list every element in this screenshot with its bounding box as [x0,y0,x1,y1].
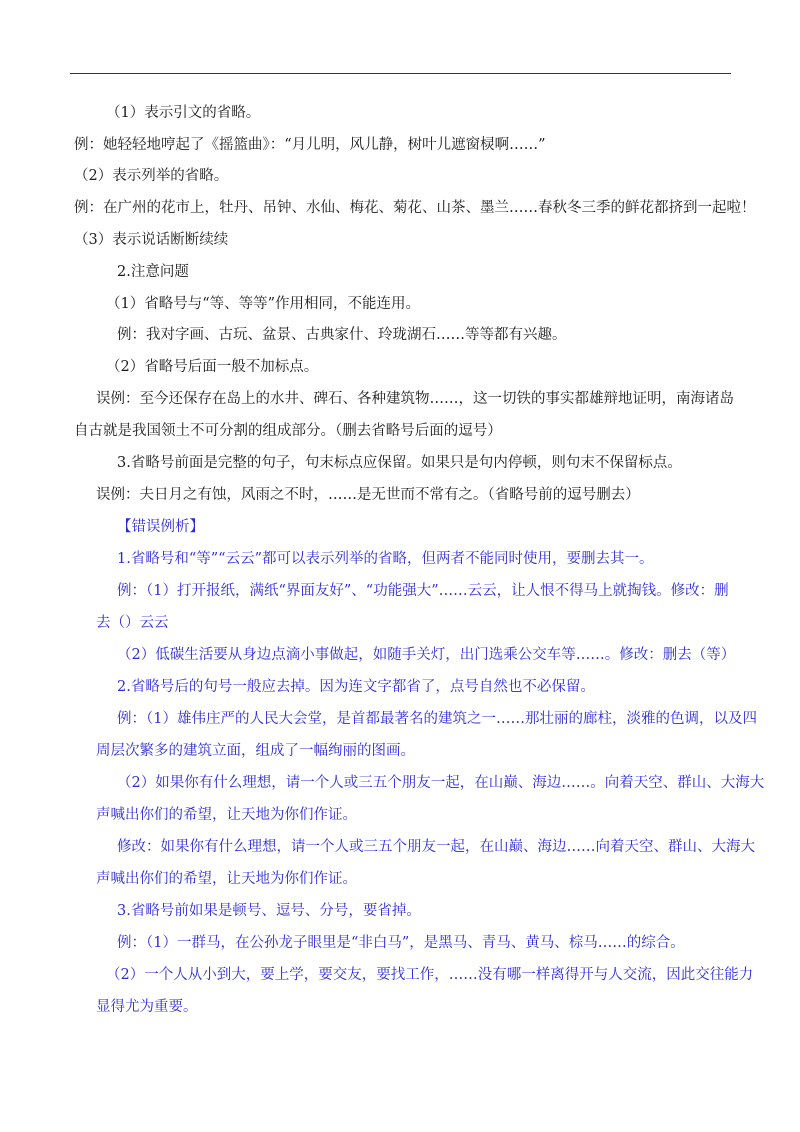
text-line: 显得尤为重要。 [96,999,198,1015]
text-line: 误例：至今还保存在岛上的水井、碑石、各种建筑物……，这一切铁的事实都雄辩地证明，南海诸岛 [96,391,734,407]
text-line: 误例：夫日月之有蚀，风雨之不时，……是无世而不常有之。（省略号前的逗号删去） [96,487,640,503]
text-line: 修改：如果你有什么理想，请一个人或三五个朋友一起，在山巅、海边……向着天空、群山、大海大 [117,839,755,855]
text-line: 3.省略号前面是完整的句子，句末标点应保留。如果只是句内停顿，则句末不保留标点。 [117,455,682,471]
text-line: 声喊出你们的希望，让天地为你们作证。 [96,807,357,823]
text-line: （1）表示引文的省略。 [106,105,261,121]
text-line: （2）低碳生活要从身边点滴小事做起，如随手关灯，出门选乘公交车等……。修改：删去（等） [117,647,736,663]
text-line: 2.注意问题 [117,264,189,280]
text-line: （2）如果你有什么理想，请一个人或三五个朋友一起，在山巅、海边……。向着天空、群山、大海大 [117,775,765,791]
text-line: 例：（1）一群马，在公孙龙子眼里是“非白马”，是黑马、青马、黄马、棕马……的综合。 [117,935,685,951]
text-line: 例：在广州的花市上，牡丹、吊钟、水仙、梅花、菊花、山茶、墨兰……春秋冬三季的鲜花都挤到一起啦！ [74,200,756,216]
text-line: 1.省略号和“等”“云云”都可以表示列举的省略，但两者不能同时使用，要删去其一。 [117,551,654,567]
text-line: （2）一个人从小到大，要上学，要交友，要找工作，……没有哪一样离得开与人交流，因此交往能力 [106,967,754,983]
text-line: 例：（1）打开报纸，满纸“界面友好”、“功能强大”……云云，让人恨不得马上就掏钱。修改：删 [117,583,729,599]
text-line: （2）表示列举的省略。 [74,168,229,184]
text-line: 声喊出你们的希望，让天地为你们作证。 [96,871,357,887]
text-line: （3）表示说话断断续续 [74,232,229,248]
text-line: 周层次繁多的建筑立面，组成了一幅绚丽的图画。 [96,743,415,759]
text-line: 例：（1）雄伟庄严的人民大会堂，是首都最著名的建筑之一……那壮丽的廊柱，淡雅的色调，以及四 [117,711,757,727]
text-line: （2）省略号后面一般不加标点。 [106,359,319,375]
section-heading: 【错误例析】 [117,519,204,535]
text-line: 自古就是我国领土不可分割的组成部分。（删去省略号后面的逗号） [74,423,502,439]
header-rule [70,73,731,74]
text-line: 例：她轻轻地哼起了《摇篮曲》：“月儿明，风儿静，树叶儿遮窗棂啊……” [74,137,546,153]
text-line: 2.省略号后的句号一般应去掉。因为连文字都省了，点号自然也不必保留。 [117,679,595,695]
text-line: （1）省略号与“等、等等”作用相同，不能连用。 [106,296,421,312]
text-line: 例：我对字画、古玩、盆景、古典家什、玲珑湖石……等等都有兴趣。 [117,327,567,343]
text-line: 去（）云云 [96,615,169,631]
text-line: 3.省略号前如果是顿号、逗号、分号，要省掉。 [117,903,421,919]
